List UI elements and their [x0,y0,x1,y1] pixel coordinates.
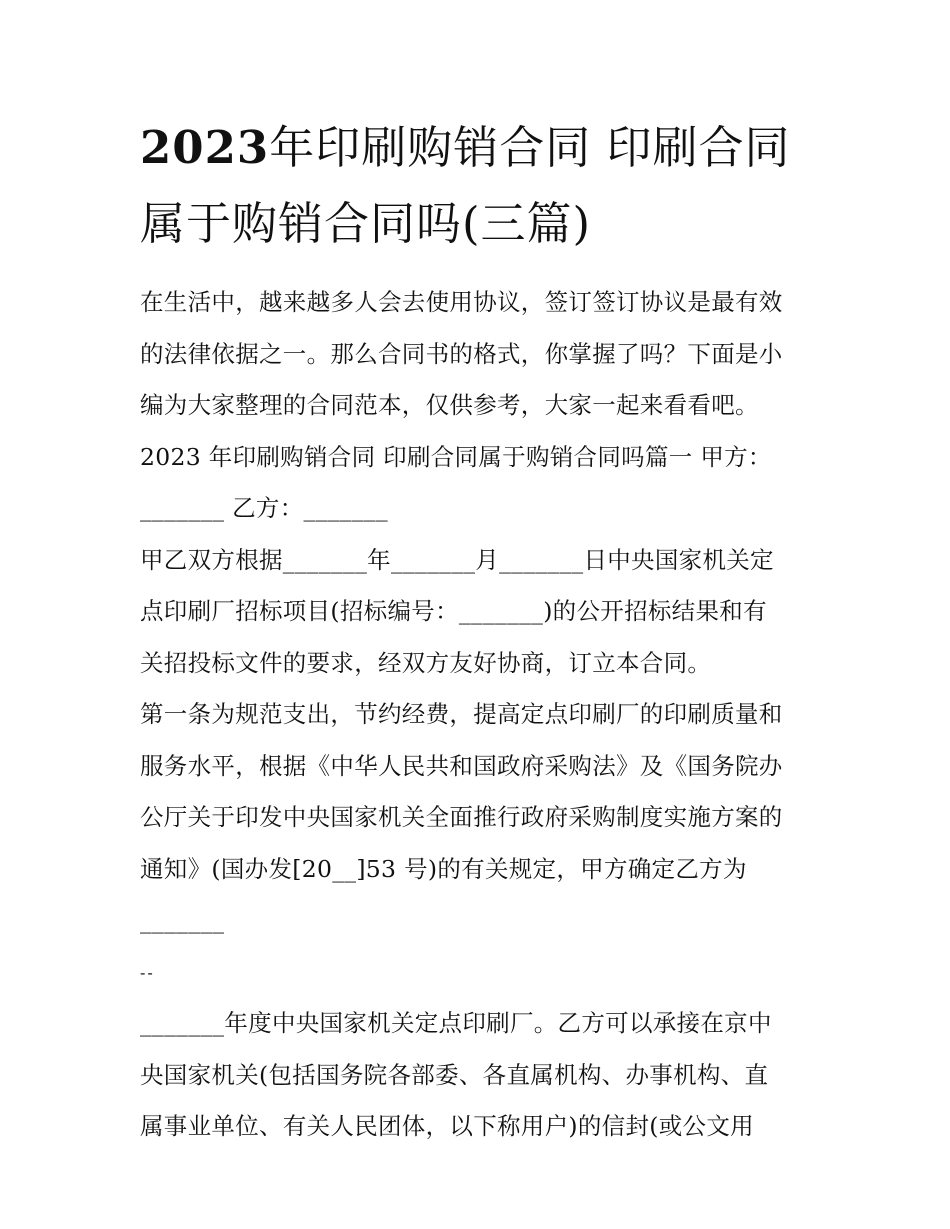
body-line: 通知》(国办发[20__]53 号)的有关规定，甲方确定乙方为 [140,854,747,883]
body-line: 服务水平，根据《中华人民共和国政府采购法》及《国务院办 [140,751,783,780]
body-line: 属事业单位、有关人民团体，以下称用户)的信封(或公文用 [140,1112,754,1140]
body-line: 第一条为规范支出，节约经费，提高定点印刷厂的印刷质量和 [140,700,783,728]
blank-line: _______ [140,906,225,934]
body-line: 央国家机关(包括国务院各部委、各直属机构、办事机构、直 [140,1060,769,1089]
document-title [140,110,830,262]
body-line: _______年度中央国家机关定点印刷厂。乙方可以承接在京中 [140,1009,772,1037]
body-line: 的法律依据之一。那么合同书的格式，你掌握了吗？下面是小 [140,339,783,368]
body-line: 关招投标文件的要求，经双方友好协商，订立本合同。 [140,648,712,677]
body-line: 编为大家整理的合同范本，仅供参考，大家一起来看看吧。 [140,391,759,419]
separator-line: -- [140,962,155,982]
document-body [140,277,820,1153]
body-line: 点印刷厂招标项目(招标编号：_______)的公开招标结果和有 [140,597,767,625]
body-line: 甲乙双方根据_______年_______月_______日中央国家机关定 [140,545,774,574]
title-text: 年印刷购销合同 印刷合同属于购销合同吗(三篇) [140,121,791,250]
party-blanks-line: _______ 乙方：_______ [140,494,388,522]
body-line: 公厅关于印发中央国家机关全面推行政府采购制度实施方案的 [140,803,783,831]
body-line: 2023 年印刷购销合同 印刷合同属于购销合同吗篇一 甲方： [140,442,772,471]
title-year: 2023 [140,121,270,174]
body-line: 在生活中，越来越多人会去使用协议，签订签订协议是最有效 [140,288,783,316]
